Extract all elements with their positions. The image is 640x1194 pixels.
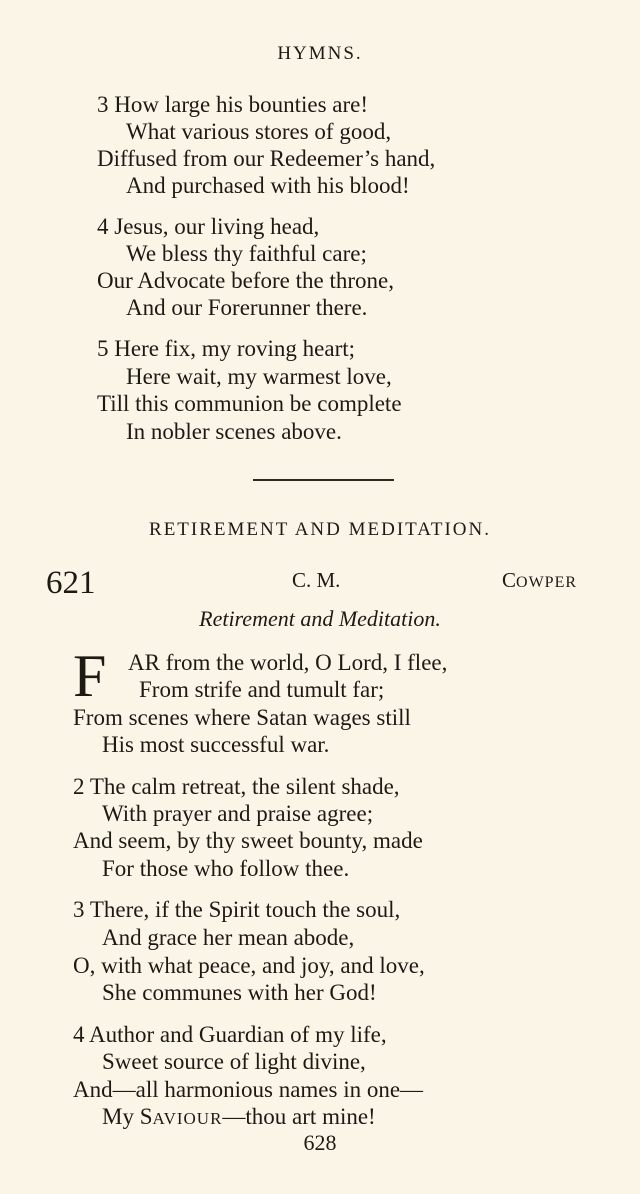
stanza4-line4 [102, 1103, 376, 1132]
prev-stanza5-line1: 5 Here fix, my roving heart; [97, 336, 356, 361]
section-heading: RETIREMENT AND MEDITATION. [149, 519, 491, 540]
stanza4-line2: Sweet source of light divine, [102, 1049, 366, 1074]
hymn-author [502, 568, 577, 593]
stanza1-line3: From scenes where Satan wages still [73, 705, 411, 730]
prev-stanza4-line2: We bless thy faithful care; [126, 241, 367, 266]
author-rest: OWPER [516, 574, 578, 591]
hymn-meter: C. M. [292, 568, 341, 592]
prev-stanza3-line4: And purchased with his blood! [126, 173, 410, 198]
hymn-title: Retirement and Meditation. [199, 606, 441, 631]
running-head: HYMNS. [277, 43, 363, 64]
stanza2-line3: And seem, by thy sweet bounty, made [73, 828, 423, 853]
author-initial: C [502, 568, 517, 592]
stanza3-line1: 3 There, if the Spirit touch the soul, [73, 897, 401, 922]
saviour-rest: AVIOUR [152, 1109, 223, 1128]
saviour-initial: S [139, 1104, 153, 1129]
prev-stanza3-line3: Diffused from our Redeemer’s hand, [97, 146, 436, 171]
prev-stanza4-line3: Our Advocate before the throne, [97, 268, 394, 293]
stanza2-line4: For those who follow thee. [102, 856, 350, 881]
last-line-rest: —thou art mine! [222, 1104, 376, 1129]
stanza1-line2: From strife and tumult far; [139, 677, 385, 702]
prev-stanza5-line2: Here wait, my warmest love, [126, 364, 392, 389]
prev-stanza3-line1: 3 How large his bounties are! [97, 92, 369, 117]
page-number: 628 [303, 1130, 337, 1155]
prev-stanza4-line4: And our Forerunner there. [126, 295, 368, 320]
drop-cap: F [73, 643, 107, 709]
prev-stanza5-line3: Till this communion be complete [97, 391, 402, 416]
prev-stanza3-line2: What various stores of good, [126, 119, 392, 144]
stanza3-line2: And grace her mean abode, [102, 925, 355, 950]
stanza1-line1-rest: AR from the world, O Lord, I flee, [128, 650, 448, 675]
stanza3-line4: She communes with her God! [102, 980, 377, 1005]
prev-stanza4-line1: 4 Jesus, our living head, [97, 214, 320, 239]
stanza4-line1: 4 Author and Guardian of my life, [73, 1022, 387, 1047]
stanza2-line1: 2 The calm retreat, the silent shade, [73, 774, 400, 799]
last-line-my: My [102, 1104, 140, 1129]
prev-stanza5-line4: In nobler scenes above. [126, 419, 342, 444]
stanza3-line3: O, with what peace, and joy, and love, [73, 953, 425, 978]
stanza1-line4: His most successful war. [102, 732, 330, 757]
section-divider [253, 479, 394, 481]
hymn-number: 621 [46, 565, 96, 601]
stanza2-line2: With prayer and praise agree; [102, 801, 374, 826]
stanza4-line3: And—all harmonious names in one— [73, 1077, 424, 1102]
